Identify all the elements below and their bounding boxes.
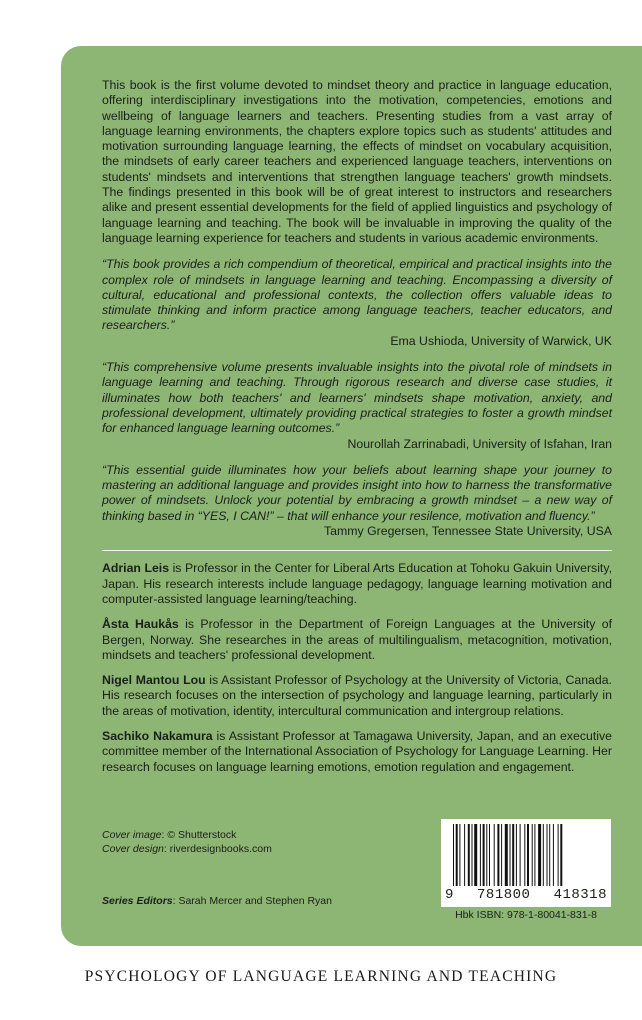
barcode-bar — [512, 824, 514, 886]
credit-label: Cover design — [102, 843, 164, 855]
quote-attribution: Nourollah Zarrinabadi, University of Isfahan, Iran — [347, 436, 612, 451]
barcode-bar — [527, 824, 529, 886]
series-editors-value: : Sarah Mercer and Stephen Ryan — [172, 895, 332, 907]
author-bio — [102, 673, 612, 719]
author-name: Sachiko Nakamura — [102, 728, 213, 743]
barcode-bars — [451, 824, 601, 886]
barcode-bar — [524, 824, 525, 886]
cover-credits — [102, 828, 422, 856]
barcode-bar — [534, 824, 535, 886]
series-editors — [102, 895, 422, 907]
author-name: Åsta Haukås — [102, 617, 179, 632]
isbn-barcode — [441, 819, 611, 907]
barcode-bar — [558, 824, 559, 886]
endorsement-quote — [102, 463, 612, 539]
author-name: Adrian Leis — [102, 561, 170, 576]
barcode-bar — [543, 824, 544, 886]
barcode-bar — [553, 824, 554, 886]
author-bio-text: is Assistant Professor of Psychology at the University of Victoria, Canada. His research focuses on the intersection of psychology and language learning, particularly in the areas of motivation, identity, intercultural communication and intergroup relations. — [102, 673, 612, 718]
barcode-bar — [480, 824, 481, 886]
barcode-bar — [501, 824, 502, 886]
author-bio — [102, 729, 612, 775]
cover-design-credit — [102, 842, 422, 856]
author-bio-text: is Professor in the Department of Foreign Languages at the University of Bergen, Norway. She researches in the areas of multilingualism, metacognition, motivation, mindsets and teachers' professional development. — [102, 617, 612, 662]
book-blurb: This book is the first volume devoted to mindset theory and practice in language education, offering interdisciplinary investigations into the motivation, competencies, emotions and wellbeing of language learners and teachers. Presenting studies from a vast array of language learning environments, the chapters explore topics such as students' attitudes and motivation surrounding language learning, the effects of mindset on vocabulary acquisition, the mindsets of early career teachers and experienced language teachers, interventions on students' mindsets and interventions that strengthen language teachers' growth mindsets. The findings presented in this book will be of great interest to instructors and researchers alike and present essential developments for the field of applied linguistics and psychology of language learning and teaching. The book will be invaluable in improving the quality of the language learning experience for teachers and students in various academic environments. — [102, 78, 612, 245]
barcode-bar — [459, 824, 460, 886]
barcode-bar — [494, 824, 495, 886]
endorsement-quote — [102, 360, 612, 452]
barcode-bar — [547, 824, 548, 886]
credit-value: : © Shutterstock — [161, 829, 237, 841]
back-cover-text — [102, 78, 612, 785]
barcode-bar — [489, 824, 490, 886]
barcode-bar — [468, 824, 470, 886]
author-name: Nigel Mantou Lou — [102, 673, 206, 688]
barcode-bar — [549, 824, 550, 886]
barcode-bar — [456, 824, 458, 886]
barcode-digit-group: 418318 — [553, 887, 607, 903]
author-bio — [102, 561, 612, 607]
barcode-bar — [520, 824, 521, 886]
quote-text: “This essential guide illuminates how your beliefs about learning shape your journey to mastering an additional language and provides insight into how to harness the transformative power of mindsets. Unlock your potential by embracing a growth mindset – a new way of thinking based in “YES, I CAN!” – that will enhance your resilence, motivation and fluency.” — [102, 462, 612, 523]
barcode-bar — [516, 824, 517, 886]
barcode-bar — [453, 824, 454, 886]
barcode-digits — [445, 887, 607, 903]
barcode-bar — [497, 824, 499, 886]
cover-image-credit — [102, 828, 422, 842]
barcode-bar — [538, 824, 541, 886]
credit-label: Cover image — [102, 829, 162, 841]
quote-text: “This book provides a rich compendium of theoretical, empirical and practical insights into the complex role of mindsets in language learning and teaching. Encompassing a diversity of cultural, educational and professional contexts, the collection offers valuable ideas to stimulate thinking and inform practice among language teachers, teacher educators, and researchers.” — [102, 257, 612, 333]
series-editors-label: Series Editors — [102, 895, 173, 907]
barcode-bar — [472, 824, 473, 886]
barcode-bar — [510, 824, 511, 886]
barcode-bar — [486, 824, 487, 886]
barcode-bar — [464, 824, 465, 886]
quote-attribution: Tammy Gregersen, Tennessee State University, USA — [324, 524, 612, 539]
author-bio — [102, 617, 612, 663]
section-divider — [102, 550, 612, 551]
series-title: PSYCHOLOGY OF LANGUAGE LEARNING AND TEACHING — [84, 968, 558, 985]
barcode-bar — [474, 824, 477, 886]
barcode-bar — [483, 824, 485, 886]
barcode-bar — [505, 824, 508, 886]
author-bio-text: is Professor in the Center for Liberal Arts Education at Tohoku Gakuin University, Japan. His research interests include language pedagogy, language learning motivation and computer-assisted language learning/teaching. — [102, 561, 613, 606]
barcode-digit-group: 781800 — [477, 887, 531, 903]
quote-attribution: Ema Ushioda, University of Warwick, UK — [390, 333, 612, 348]
quote-text: “This comprehensive volume presents invaluable insights into the pivotal role of mindsets in language learning and teaching. Through rigorous research and diverse case studies, it illuminates how both teachers' and learners' mindsets shape motivation, anxiety, and professional development, ultimately providing practical strategies to foster a growth mindset for enhanced language learning outcomes.” — [102, 360, 612, 436]
barcode-bar — [560, 824, 562, 886]
barcode-bar — [532, 824, 533, 886]
barcode-digit-group: 9 — [445, 887, 454, 903]
isbn-text: Hbk ISBN: 978-1-80041-831-8 — [455, 909, 597, 921]
author-bio-text: is Assistant Professor at Tamagawa University, Japan, and an executive committee member of the International Association of Psychology for Language Learning. Her research focuses on language learning emotions, emotion regulation and engagement. — [102, 728, 612, 774]
credit-value: : riverdesignbooks.com — [163, 843, 272, 855]
endorsement-quote — [102, 257, 612, 349]
